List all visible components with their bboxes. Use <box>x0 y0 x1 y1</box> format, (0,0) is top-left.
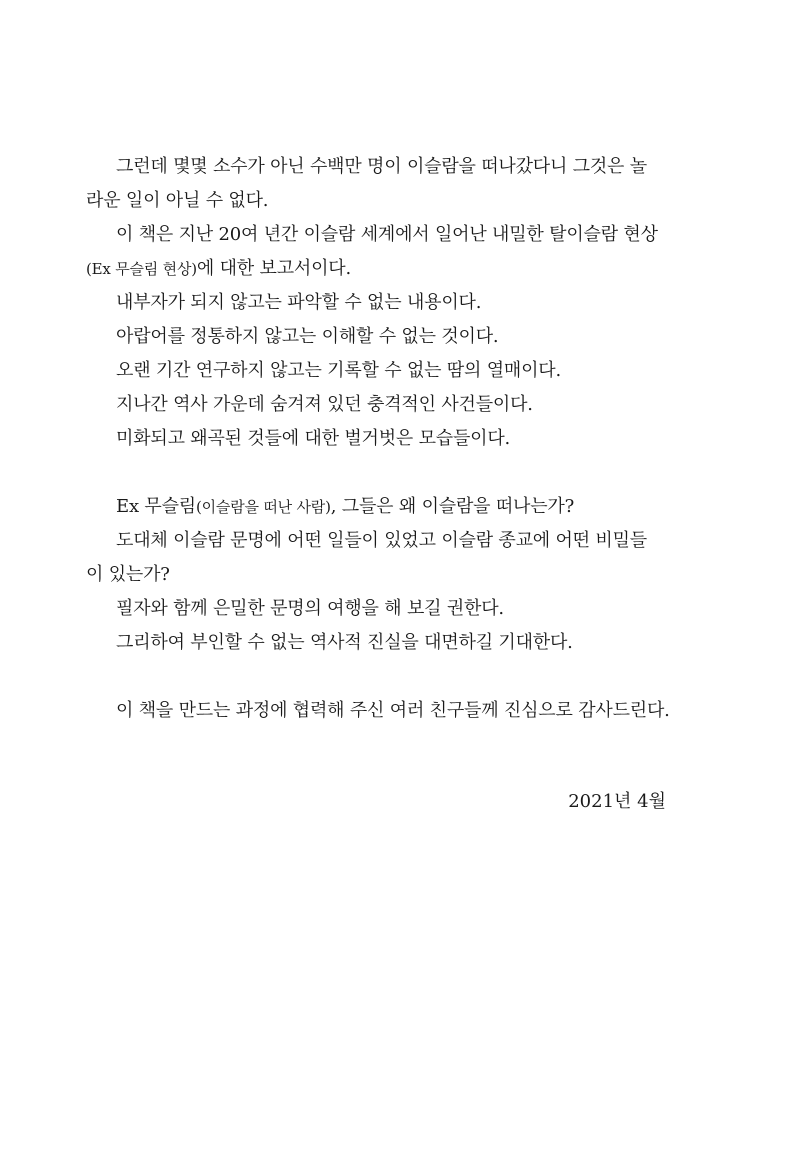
date-signature: 2021년 4월 <box>568 791 666 812</box>
paragraph-9-line-2: 이 있는가? <box>86 564 170 585</box>
paragraph-7: 미화되고 왜곡된 것들에 대한 벌거벗은 모습들이다. <box>116 428 511 449</box>
paragraph-6: 지나간 역사 가운데 숨겨져 있던 충격적인 사건들이다. <box>116 394 533 415</box>
ex-muslim-term: Ex 무슬림 <box>116 496 196 517</box>
paragraph-4: 아랍어를 정통하지 않고는 이해할 수 없는 것이다. <box>116 326 499 347</box>
paragraph-8 <box>86 490 666 524</box>
preface-body <box>86 150 670 728</box>
paragraph-8-text: , 그들은 왜 이슬람을 떠나는가? <box>330 496 575 517</box>
paragraph-10: 필자와 함께 은밀한 문명의 여행을 해 보길 권한다. <box>116 598 504 619</box>
paragraph-1-line-2: 라운 일이 아닐 수 없다. <box>86 190 269 211</box>
paragraph-1-line-1: 그런데 몇몇 소수가 아닌 수백만 명이 이슬람을 떠나갔다니 그것은 놀 <box>116 156 647 177</box>
paragraph-12: 이 책을 만드는 과정에 협력해 주신 여러 친구들께 진심으로 감사드린다. <box>116 700 670 721</box>
paragraph-gap <box>86 660 666 694</box>
paragraph-9-line-1: 도대체 이슬람 문명에 어떤 일들이 있었고 이슬람 종교에 어떤 비밀들 <box>116 530 647 551</box>
paragraph-2-line-1: 이 책은 지난 20여 년간 이슬람 세계에서 일어난 내밀한 탈이슬람 현상 <box>116 224 658 245</box>
paragraph-5: 오랜 기간 연구하지 않고는 기록할 수 없는 땀의 열매이다. <box>116 360 562 381</box>
paragraph-11: 그리하여 부인할 수 없는 역사적 진실을 대면하길 기대한다. <box>116 632 573 653</box>
ex-muslim-phenomenon-note: (Ex 무슬림 현상) <box>86 260 197 278</box>
paragraph-2-line-2-text: 에 대한 보고서이다. <box>196 258 351 279</box>
paragraph-gap <box>86 456 666 490</box>
paragraph-3: 내부자가 되지 않고는 파악할 수 없는 내용이다. <box>116 292 482 313</box>
paragraph-2-line-2 <box>86 252 666 286</box>
ex-muslim-definition: (이슬람을 떠난 사람) <box>195 498 331 516</box>
